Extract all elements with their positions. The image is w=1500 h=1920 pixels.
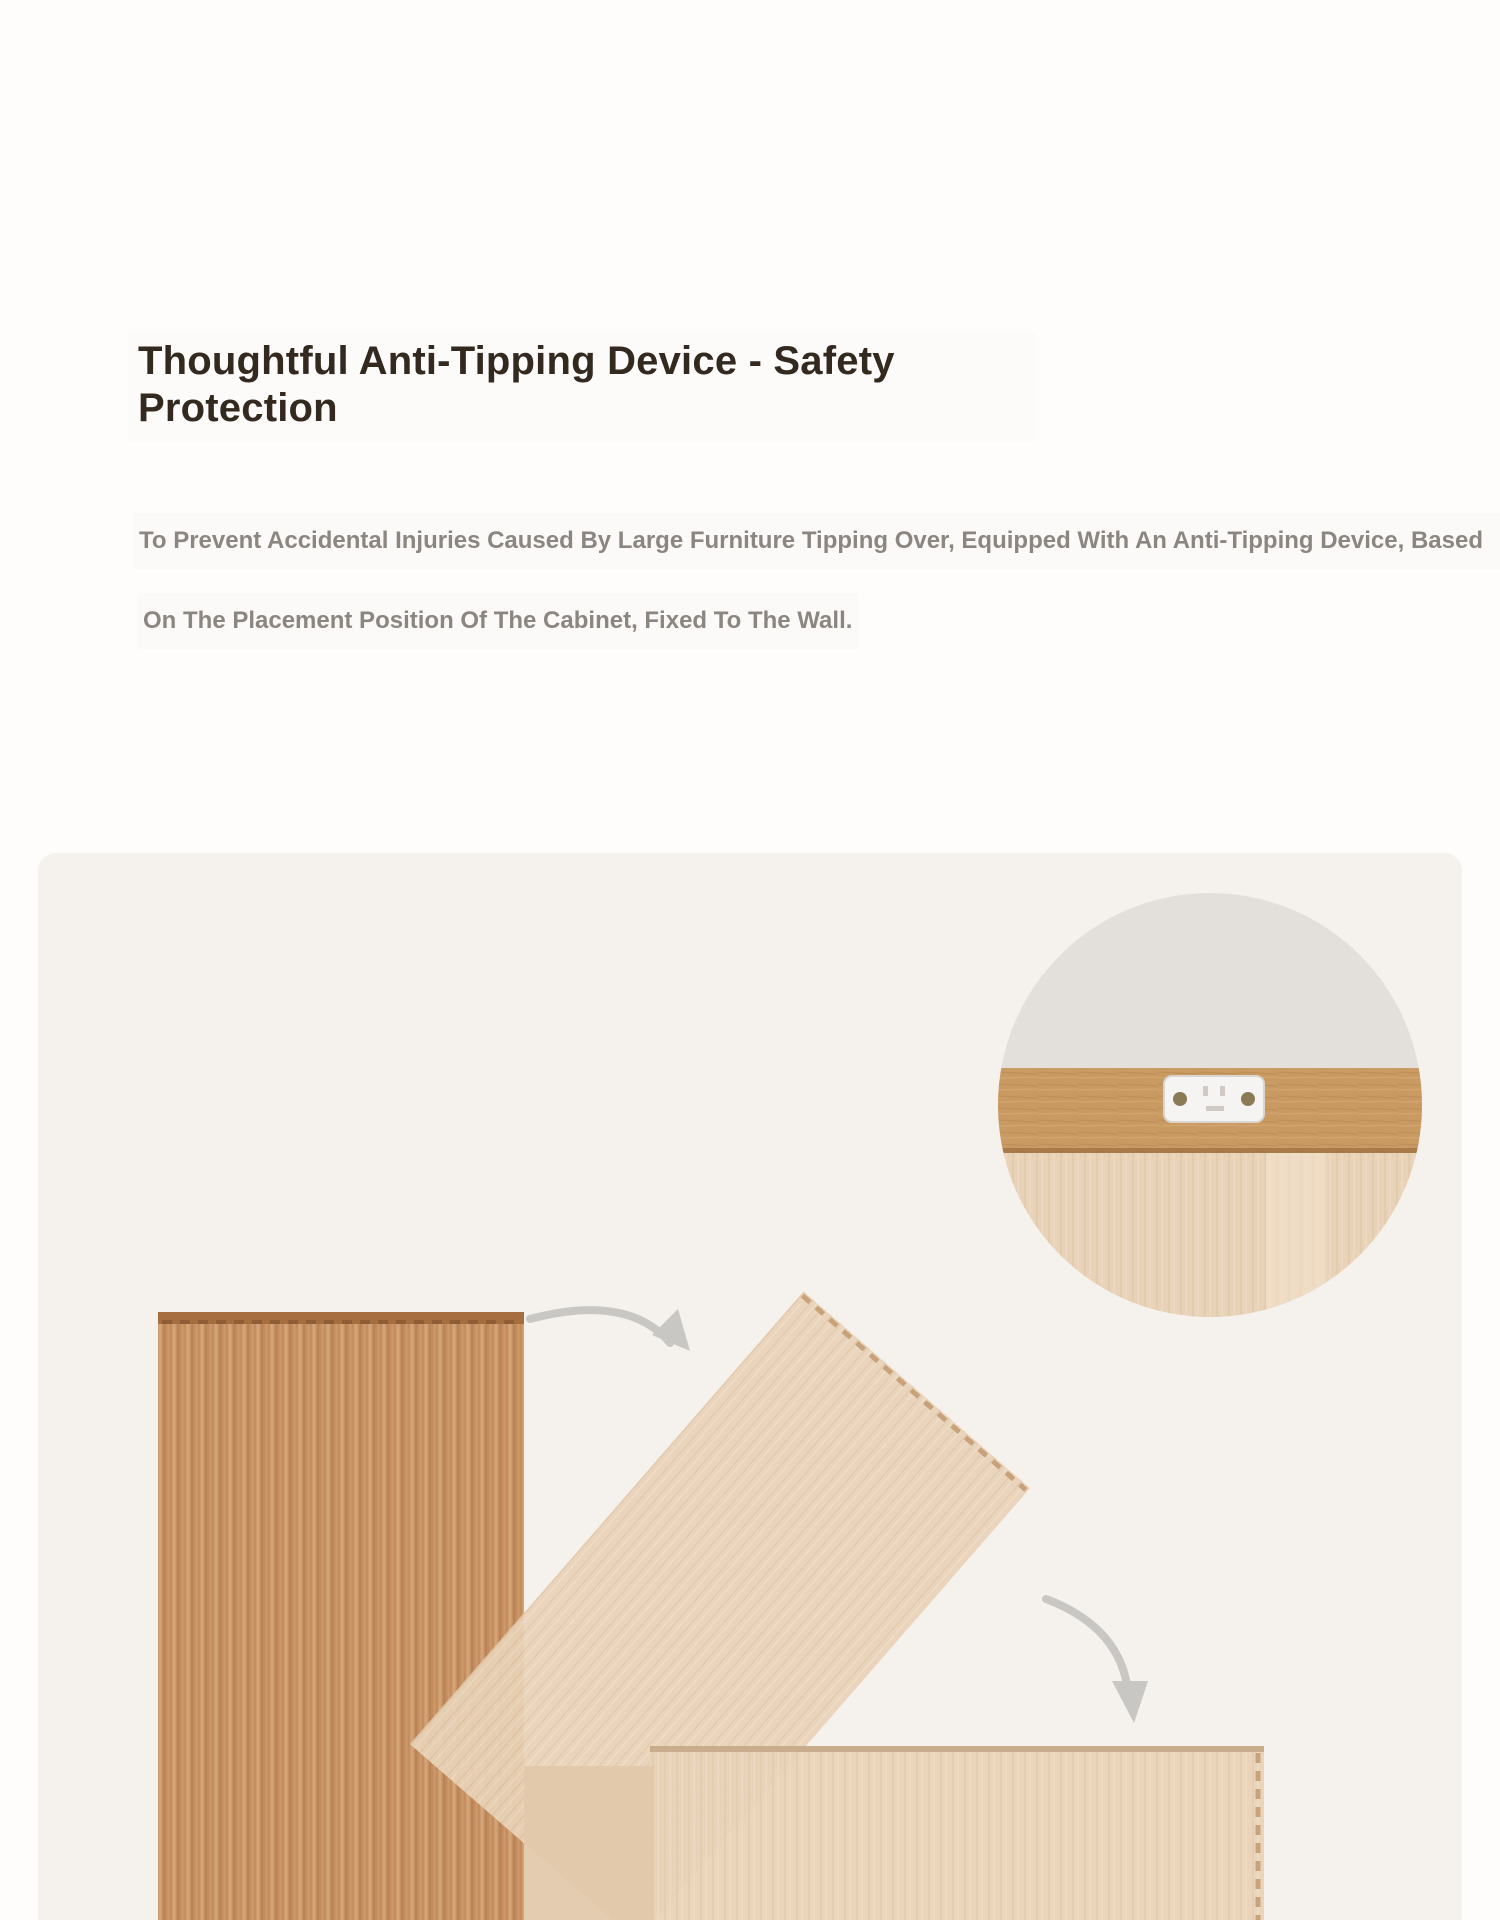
product-illustration-panel [38, 853, 1462, 1920]
description-line-2: On The Placement Position Of The Cabinet, Fixed To The Wall. [137, 593, 858, 649]
curved-arrow-icon [530, 1309, 690, 1351]
section-title: Thoughtful Anti-Tipping Device - Safety Protection [138, 339, 895, 430]
anti-tipping-illustration [38, 853, 1462, 1920]
wall-bracket-icon [1164, 1076, 1264, 1122]
curved-arrow-icon [1046, 1599, 1148, 1723]
description-line-1: To Prevent Accidental Injuries Caused By Large Furniture Tipping Over, Equipped With An Anti-Tipping Device, Based [133, 513, 1500, 569]
upright-cabinet-board [158, 1312, 524, 1920]
lying-cabinet-board [524, 1746, 1264, 1920]
wall-bracket-detail [996, 891, 1426, 1323]
